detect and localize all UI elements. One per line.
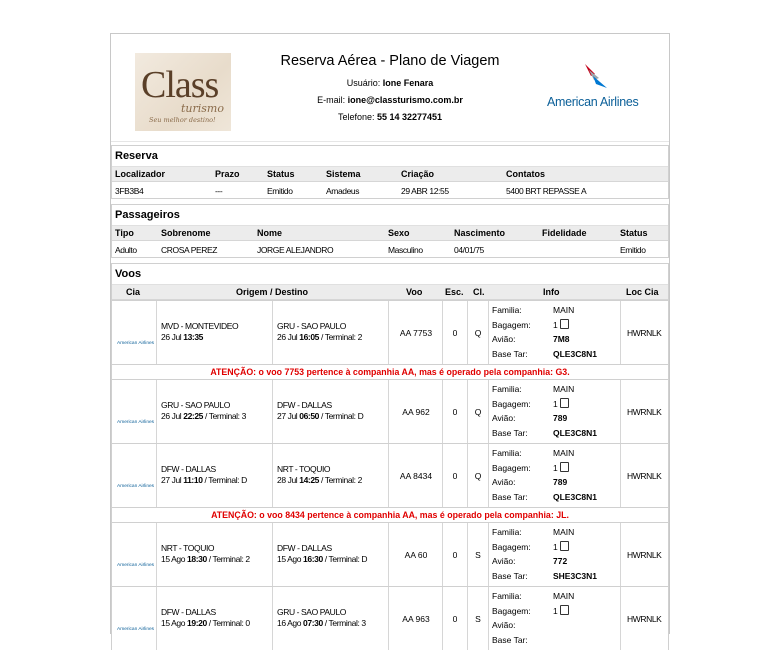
email-line: E-mail: ione@classturismo.com.br [317, 95, 463, 105]
flight-class: Q [474, 328, 482, 338]
flight-row [112, 522, 668, 586]
flight-origin: DFW - DALLAS 27 Jul 11:10 / Terminal: D [161, 464, 247, 485]
american-airlines-eagle-icon [583, 62, 611, 90]
airline-mini-logo: American Airlines [117, 627, 155, 632]
flight-class: S [475, 614, 481, 624]
airline-mini-logo: American Airlines [117, 341, 155, 346]
baggage-icon [560, 605, 569, 615]
airline-mini-logo: American Airlines [117, 563, 155, 568]
flight-info: Familia: MAIN Bagagem: 1 Avião: 789 Base Tar: QLE3C8N1 [492, 448, 597, 502]
loc-cia: HWRNLK [627, 328, 662, 338]
passageiro-row: Adulto CROSA PEREZ JORGE ALEJANDRO Masculino 04/01/75 Emitido [115, 245, 646, 255]
flight-info: Familia: MAIN Bagagem: 1 Avião: 7M8 Base Tar: QLE3C8N1 [492, 305, 597, 359]
flight-number: AA 8434 [399, 471, 433, 481]
baggage-icon [560, 541, 569, 551]
flight-stops: 0 [452, 614, 458, 624]
loc-cia: HWRNLK [627, 407, 662, 417]
flight-info: Familia: MAIN Bagagem: 1 Avião: Base Tar: [492, 591, 575, 645]
flight-row [112, 443, 668, 507]
phone-line: Telefone: 55 14 32277451 [337, 112, 443, 122]
flight-stops: 0 [452, 550, 458, 560]
flight-info: Familia: MAIN Bagagem: 1 Avião: 789 Base Tar: QLE3C8N1 [492, 384, 597, 438]
phone-number: 55 14 32277451 [376, 112, 443, 122]
baggage-icon [560, 398, 569, 408]
flight-info: Familia: MAIN Bagagem: 1 Avião: 772 Base Tar: SHE3C3N1 [492, 527, 597, 581]
header-info [261, 53, 519, 126]
flight-destination: DFW - DALLAS 27 Jul 06:50 / Terminal: D [277, 400, 364, 421]
voos-section [111, 263, 669, 650]
flight-class: Q [474, 407, 482, 417]
reserva-section [111, 145, 669, 199]
flights-list [112, 300, 668, 650]
document-header [111, 34, 669, 142]
operated-by-alert: ATENÇÃO: o voo 7753 pertence à companhia AA, mas é operado pela companhia: G3. [112, 364, 668, 379]
flight-origin: MVD - MONTEVIDEO 26 Jul 13:35 [161, 321, 239, 342]
loc-cia: HWRNLK [627, 614, 662, 624]
flight-row [112, 379, 668, 443]
flight-class: S [475, 550, 481, 560]
flight-origin: GRU - SAO PAULO 26 Jul 22:25 / Terminal: 3 [161, 400, 246, 421]
loc-cia: HWRNLK [627, 550, 662, 560]
passageiros-title: Passageiros [115, 209, 180, 221]
flight-destination: DFW - DALLAS 15 Ago 16:30 / Terminal: D [277, 543, 368, 564]
flight-destination: GRU - SAO PAULO 26 Jul 16:05 / Terminal: 2 [277, 321, 362, 342]
airline-mini-logo: American Airlines [117, 420, 155, 425]
class-turismo-logo: Class turismo Seu melhor destino! [135, 53, 231, 131]
flight-row [112, 300, 668, 364]
passageiros-section [111, 204, 669, 258]
baggage-icon [560, 319, 569, 329]
flight-destination: NRT - TOQUIO 28 Jul 14:25 / Terminal: 2 [277, 464, 362, 485]
baggage-icon [560, 462, 569, 472]
reserva-title: Reserva [115, 150, 158, 162]
flight-class: Q [474, 471, 482, 481]
flight-stops: 0 [452, 328, 458, 338]
voos-header-row: Cia Origem / Destino Voo Esc. Cl. Info Loc Cia [112, 284, 668, 300]
passageiros-header-row: Tipo Sobrenome Nome Sexo Nascimento Fidelidade Status [112, 225, 668, 241]
flight-origin: NRT - TOQUIO 15 Ago 18:30 / Terminal: 2 [161, 543, 250, 564]
flight-number: AA 963 [402, 614, 430, 624]
voos-title: Voos [115, 268, 142, 280]
flight-number: AA 962 [402, 407, 430, 417]
flight-number: AA 60 [404, 550, 428, 560]
flight-destination: GRU - SAO PAULO 16 Ago 07:30 / Terminal: 3 [277, 607, 366, 628]
flight-stops: 0 [452, 407, 458, 417]
user-name: Ione Fenara [382, 78, 434, 88]
airline-mini-logo: American Airlines [117, 484, 155, 489]
american-airlines-logo: American Airlines [547, 62, 649, 110]
email-link[interactable]: ione@classturismo.com.br [347, 95, 463, 105]
flight-row [112, 586, 668, 650]
flight-origin: DFW - DALLAS 15 Ago 19:20 / Terminal: 0 [161, 607, 250, 628]
travel-plan-page [110, 33, 670, 645]
reserva-row: 3FB3B4 --- Emitido Amadeus 29 ABR 12:55 5400 BRT REPASSE A [115, 186, 587, 196]
operated-by-alert: ATENÇÃO: o voo 8434 pertence à companhia AA, mas é operado pela companhia: JL. [112, 507, 668, 522]
flight-stops: 0 [452, 471, 458, 481]
user-line: Usuário: Ione Fenara [346, 78, 434, 88]
flight-number: AA 7753 [399, 328, 433, 338]
reserva-header-row: Localizador Prazo Status Sistema Criação Contatos [112, 166, 668, 182]
page-title: Reserva Aérea - Plano de Viagem [280, 53, 500, 69]
loc-cia: HWRNLK [627, 471, 662, 481]
